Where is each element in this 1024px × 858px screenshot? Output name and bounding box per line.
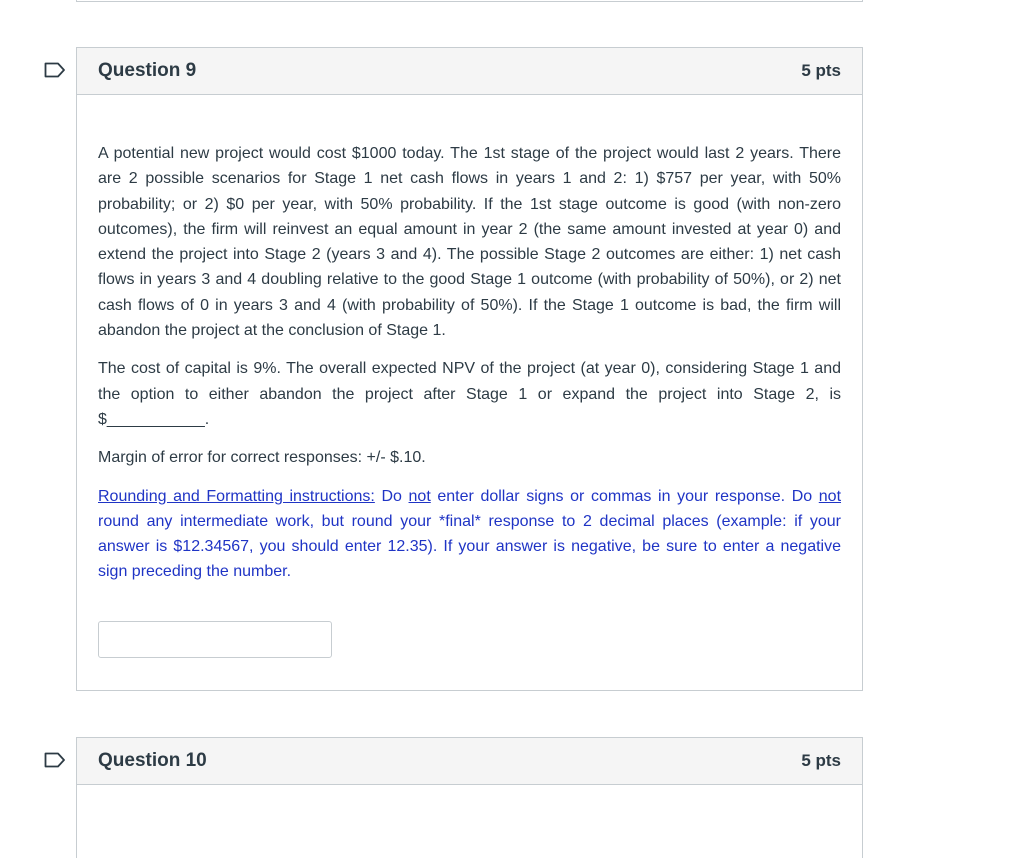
flag-icon[interactable] xyxy=(44,752,66,768)
instructions-text: Do xyxy=(374,487,409,505)
instructions-text: round any intermediate work, but round your *final* response to 2 decimal places (example: if your answer is $12.34567, you should enter 12.35). If your answer is negative, be sure to enter a negative sign preceding the number. xyxy=(98,512,841,581)
instructions-emphasis: not xyxy=(818,487,842,505)
question-title: Question 9 xyxy=(98,60,197,81)
instructions-emphasis: not xyxy=(408,487,431,505)
question-header xyxy=(77,48,862,95)
instructions-label: Rounding and Formatting instructions: xyxy=(98,487,375,505)
question-10 xyxy=(76,737,863,858)
question-points: 5 pts xyxy=(801,751,841,770)
rounding-instructions xyxy=(98,484,841,585)
previous-question-bottom xyxy=(76,0,863,2)
question-header xyxy=(77,738,862,785)
instructions-text: enter dollar signs or commas in your response. Do xyxy=(430,487,819,505)
question-text-paragraph: The cost of capital is 9%. The overall expected NPV of the project (at year 0), considering Stage 1 and the option to either abandon the project after Stage 1 or expand the project into Stage 2, is $___________. xyxy=(98,360,841,428)
margin-of-error-text: Margin of error for correct responses: +/- $.10. xyxy=(98,449,426,467)
answer-input[interactable] xyxy=(98,621,332,658)
flag-icon[interactable] xyxy=(44,62,66,78)
question-9 xyxy=(76,47,863,691)
question-points: 5 pts xyxy=(801,61,841,80)
question-text-paragraph: A potential new project would cost $1000 today. The 1st stage of the project would last 2 years. There are 2 possible scenarios for Stage 1 net cash flows in years 1 and 2: 1) $757 per year, with 50% probability; or 2) $0 per year, with 50% probability. If the 1st stage outcome is good (with non-zero outcomes), the firm will reinvest an equal amount in year 2 (the same amount invested at year 0) and extend the project into Stage 2 (years 3 and 4). The possible Stage 2 outcomes are either: 1) net cash flows in years 3 and 4 doubling relative to the good Stage 1 outcome (with probability of 50%), or 2) net cash flows of 0 in years 3 and 4 (with probability of 50%). If the Stage 1 outcome is bad, the firm will abandon the project at the conclusion of Stage 1. xyxy=(98,145,841,340)
question-title: Question 10 xyxy=(98,750,207,771)
question-body xyxy=(77,95,862,690)
